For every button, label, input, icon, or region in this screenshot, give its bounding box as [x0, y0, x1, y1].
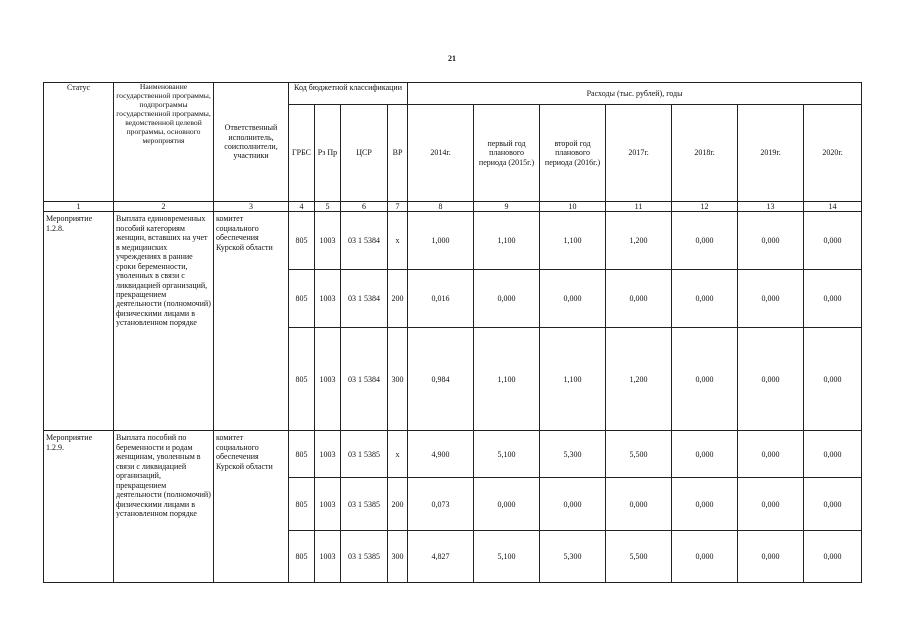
header-2017: 2017г.	[606, 105, 672, 202]
header-status: Статус	[44, 83, 114, 202]
cell-2015: 0,000	[474, 478, 540, 531]
cell-vr: 200	[388, 270, 408, 328]
budget-table	[43, 82, 862, 583]
cell-2016: 1,100	[540, 328, 606, 431]
cell-2020: 0,000	[804, 328, 862, 431]
cell-2017: 0,000	[606, 270, 672, 328]
activity-status: Мероприятие 1.2.9.	[44, 431, 114, 583]
cell-2014: 4,900	[408, 431, 474, 478]
table-row	[44, 431, 862, 478]
column-number: 7	[388, 202, 408, 212]
page-number: 21	[448, 54, 456, 63]
header-responsible: Ответственный исполнитель, соисполнители, участники	[214, 83, 289, 202]
cell-grbs: 805	[289, 328, 315, 431]
cell-2019: 0,000	[738, 478, 804, 531]
header-2020: 2020г.	[804, 105, 862, 202]
header-budget-code: Код бюджетной классификации	[289, 83, 408, 105]
cell-2015: 1,100	[474, 328, 540, 431]
column-number: 1	[44, 202, 114, 212]
cell-2015: 0,000	[474, 270, 540, 328]
cell-vr: х	[388, 431, 408, 478]
cell-csr: 03 1 5384	[341, 328, 388, 431]
header-2015: первый год планового периода (2015г.)	[474, 105, 540, 202]
cell-grbs: 805	[289, 478, 315, 531]
cell-2018: 0,000	[672, 270, 738, 328]
column-number: 11	[606, 202, 672, 212]
cell-2019: 0,000	[738, 531, 804, 583]
column-number: 4	[289, 202, 315, 212]
cell-2014: 0,016	[408, 270, 474, 328]
cell-2019: 0,000	[738, 270, 804, 328]
header-2014: 2014г.	[408, 105, 474, 202]
cell-2016: 0,000	[540, 478, 606, 531]
activity-name: Выплата единовременных пособий категориям женщин, вставших на учет в медицинских учреждениях в ранние сроки беременности, уволенных в связи с ликвидацией организаций, прекращением деятельности (полномочий) физическими лицами в установленном порядке	[114, 212, 214, 431]
cell-2018: 0,000	[672, 531, 738, 583]
cell-csr: 03 1 5385	[341, 531, 388, 583]
cell-2016: 5,300	[540, 431, 606, 478]
cell-2018: 0,000	[672, 328, 738, 431]
cell-2014: 0,984	[408, 328, 474, 431]
cell-vr: х	[388, 212, 408, 270]
activity-status: Мероприятие 1.2.8.	[44, 212, 114, 431]
activity-name: Выплата пособий по беременности и родам женщинам, уволенным в связи с ликвидацией организаций, прекращением деятельности (полномочий) физическими лицами в установленном порядке	[114, 431, 214, 583]
header-name: Наименование государственной программы, подпрограммы государственной программы, ведомственной целевой программы, основного мероприятия	[114, 83, 214, 202]
cell-csr: 03 1 5384	[341, 270, 388, 328]
header-expenses: Расходы (тыс. рублей), годы	[408, 83, 862, 105]
cell-grbs: 805	[289, 531, 315, 583]
cell-rzpr: 1003	[315, 212, 341, 270]
cell-grbs: 805	[289, 270, 315, 328]
header-vr: ВР	[388, 105, 408, 202]
cell-2014: 0,073	[408, 478, 474, 531]
cell-rzpr: 1003	[315, 431, 341, 478]
cell-2019: 0,000	[738, 328, 804, 431]
table-header	[44, 83, 862, 212]
cell-2018: 0,000	[672, 478, 738, 531]
cell-2018: 0,000	[672, 431, 738, 478]
cell-2014: 1,000	[408, 212, 474, 270]
header-2019: 2019г.	[738, 105, 804, 202]
cell-2018: 0,000	[672, 212, 738, 270]
cell-2020: 0,000	[804, 531, 862, 583]
cell-2017: 0,000	[606, 478, 672, 531]
header-csr: ЦСР	[341, 105, 388, 202]
cell-grbs: 805	[289, 431, 315, 478]
cell-2020: 0,000	[804, 431, 862, 478]
header-rzpr: Рз Пр	[315, 105, 341, 202]
cell-2014: 4,827	[408, 531, 474, 583]
cell-rzpr: 1003	[315, 531, 341, 583]
cell-grbs: 805	[289, 212, 315, 270]
cell-csr: 03 1 5385	[341, 478, 388, 531]
activity-group	[44, 431, 862, 583]
header-2018: 2018г.	[672, 105, 738, 202]
cell-2019: 0,000	[738, 212, 804, 270]
cell-csr: 03 1 5384	[341, 212, 388, 270]
column-number: 12	[672, 202, 738, 212]
cell-2020: 0,000	[804, 478, 862, 531]
cell-rzpr: 1003	[315, 328, 341, 431]
column-number: 9	[474, 202, 540, 212]
cell-rzpr: 1003	[315, 270, 341, 328]
header-2016: второй год планового периода (2016г.)	[540, 105, 606, 202]
column-number: 10	[540, 202, 606, 212]
cell-2015: 5,100	[474, 431, 540, 478]
cell-2020: 0,000	[804, 212, 862, 270]
activity-responsible: комитет социального обеспечения Курской области	[214, 431, 289, 583]
column-number: 13	[738, 202, 804, 212]
activity-group	[44, 212, 862, 431]
cell-vr: 300	[388, 531, 408, 583]
column-number-row	[44, 202, 862, 212]
cell-2016: 0,000	[540, 270, 606, 328]
activity-responsible: комитет социального обеспечения Курской области	[214, 212, 289, 431]
cell-2015: 5,100	[474, 531, 540, 583]
cell-2017: 1,200	[606, 212, 672, 270]
cell-2017: 1,200	[606, 328, 672, 431]
table-row	[44, 212, 862, 270]
cell-csr: 03 1 5385	[341, 431, 388, 478]
cell-2016: 5,300	[540, 531, 606, 583]
cell-vr: 300	[388, 328, 408, 431]
column-number: 14	[804, 202, 862, 212]
column-number: 2	[114, 202, 214, 212]
column-number: 5	[315, 202, 341, 212]
cell-2016: 1,100	[540, 212, 606, 270]
cell-2017: 5,500	[606, 531, 672, 583]
cell-rzpr: 1003	[315, 478, 341, 531]
header-grbs: ГРБС	[289, 105, 315, 202]
cell-2020: 0,000	[804, 270, 862, 328]
column-number: 6	[341, 202, 388, 212]
column-number: 3	[214, 202, 289, 212]
cell-2019: 0,000	[738, 431, 804, 478]
cell-2017: 5,500	[606, 431, 672, 478]
cell-vr: 200	[388, 478, 408, 531]
cell-2015: 1,100	[474, 212, 540, 270]
column-number: 8	[408, 202, 474, 212]
